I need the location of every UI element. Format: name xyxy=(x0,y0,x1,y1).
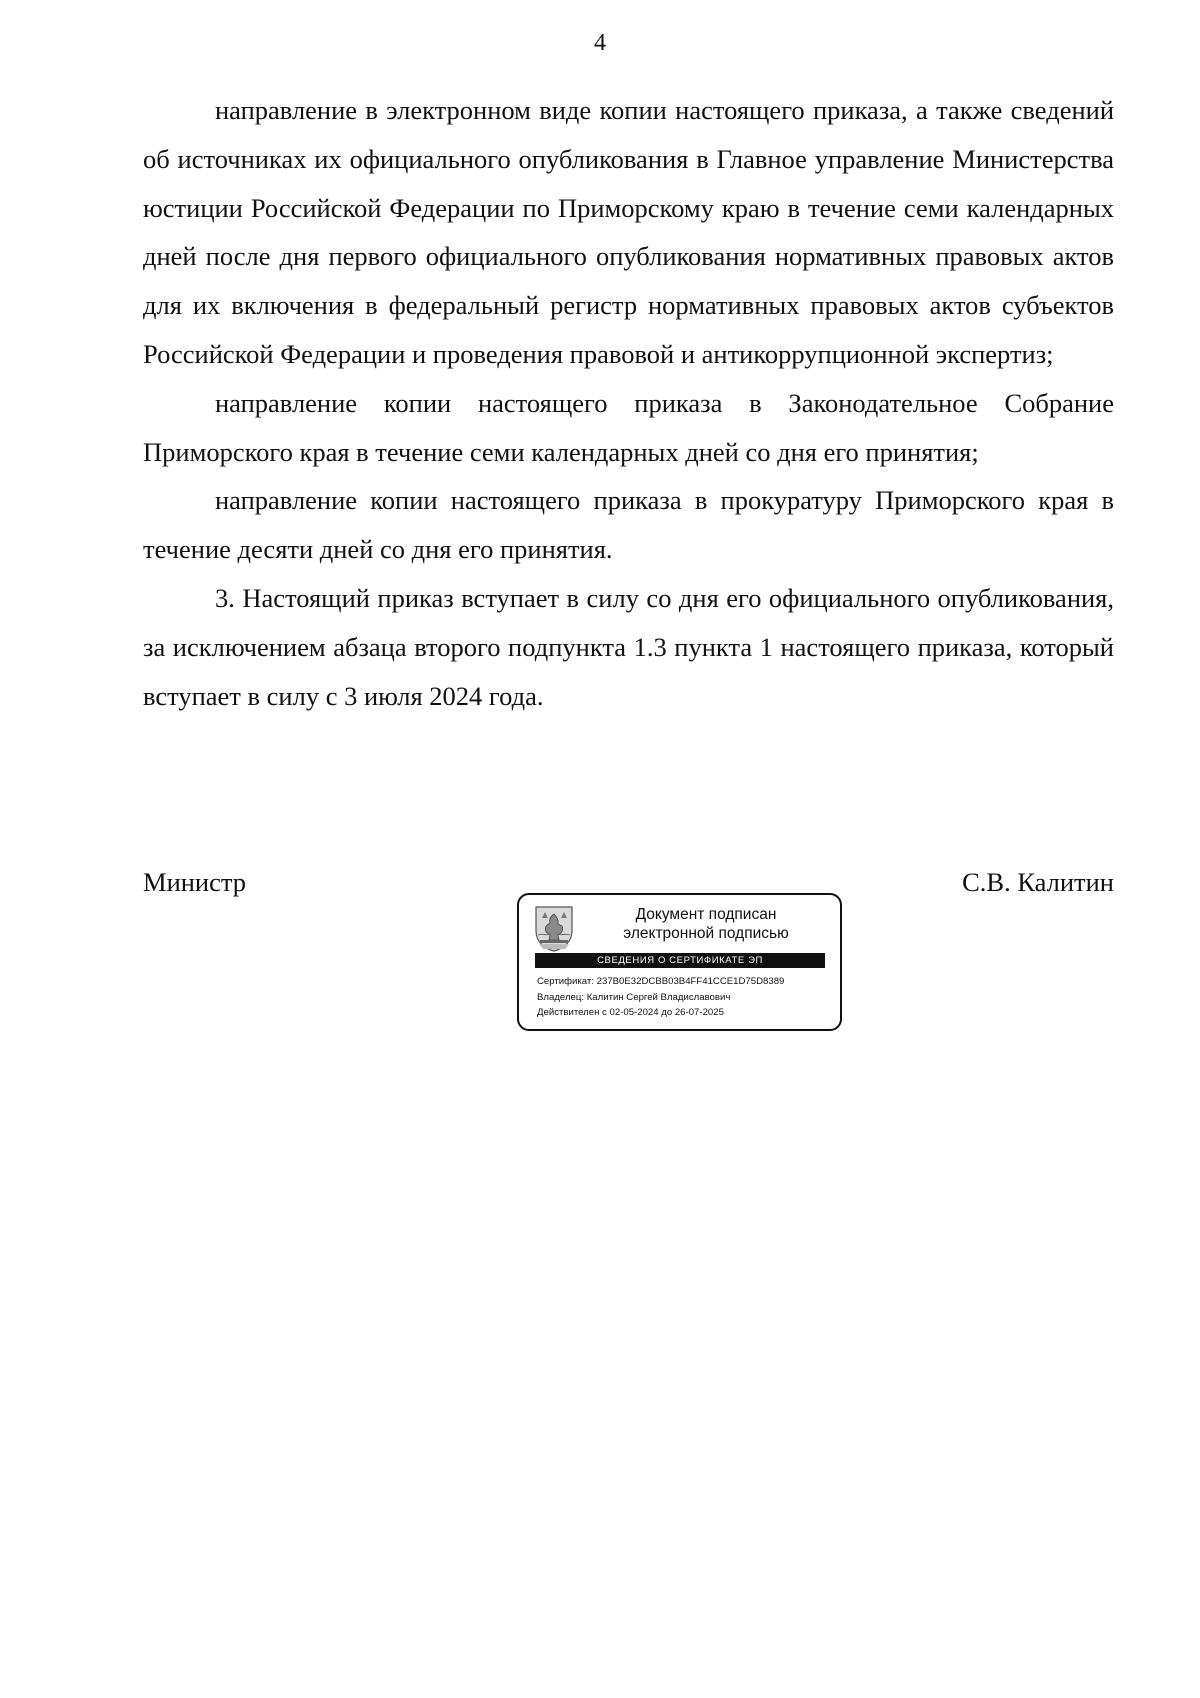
signer-name: С.В. Калитин xyxy=(962,867,1114,897)
electronic-signature-stamp xyxy=(517,893,842,1031)
coat-of-arms-icon xyxy=(534,904,574,952)
paragraph-effective-date: 3. Настоящий приказ вступает в силу со дня его официального опубликования, за исключением абзаца второго подпункта 1.3 пункта 1 настоящего приказа, который вступает в силу с 3 июля 2024 года. xyxy=(143,582,1114,711)
stamp-heading xyxy=(581,905,831,943)
certificate-number: Сертификат: 237B0E32DCBB03B4FF41CCE1D75D8389 xyxy=(537,976,785,987)
certificate-owner: Владелец: Калитин Сергей Владиславович xyxy=(537,991,731,1003)
certificate-details xyxy=(537,974,784,1021)
paragraph-prosecutor-office: направление копии настоящего приказа в прокуратуру Приморского края в течение десяти дней со дня его принятия. xyxy=(143,485,1114,565)
certificate-validity: Действителен с 02-05-2024 до 26-07-2025 xyxy=(537,1007,724,1018)
stamp-heading-line1: Документ подписан xyxy=(635,906,777,923)
paragraph-electronic-copy: направление в электронном виде копии настоящего приказа, а также сведений об источниках их официального опубликования в Главное управление Министерства юстиции Российской Федерации по Приморскому краю в течение семи календарных дней после дня первого официального опубликования нормативных правовых актов для их включения в федеральный регистр нормативных правовых актов субъектов Российской Федерации и проведения правовой и антикоррупционной экспертиз; xyxy=(143,95,1114,369)
page-number: 4 xyxy=(594,30,606,56)
paragraph-legislative-assembly: направление копии настоящего приказа в Законодательное Собрание Приморского края в течение семи календарных дней со дня его принятия; xyxy=(143,387,1114,467)
certificate-info-bar: СВЕДЕНИЯ О СЕРТИФИКАТЕ ЭП xyxy=(535,953,825,968)
stamp-heading-line2: электронной подписью xyxy=(623,925,789,942)
document-body xyxy=(143,86,1114,720)
signer-position: Министр xyxy=(143,867,247,897)
